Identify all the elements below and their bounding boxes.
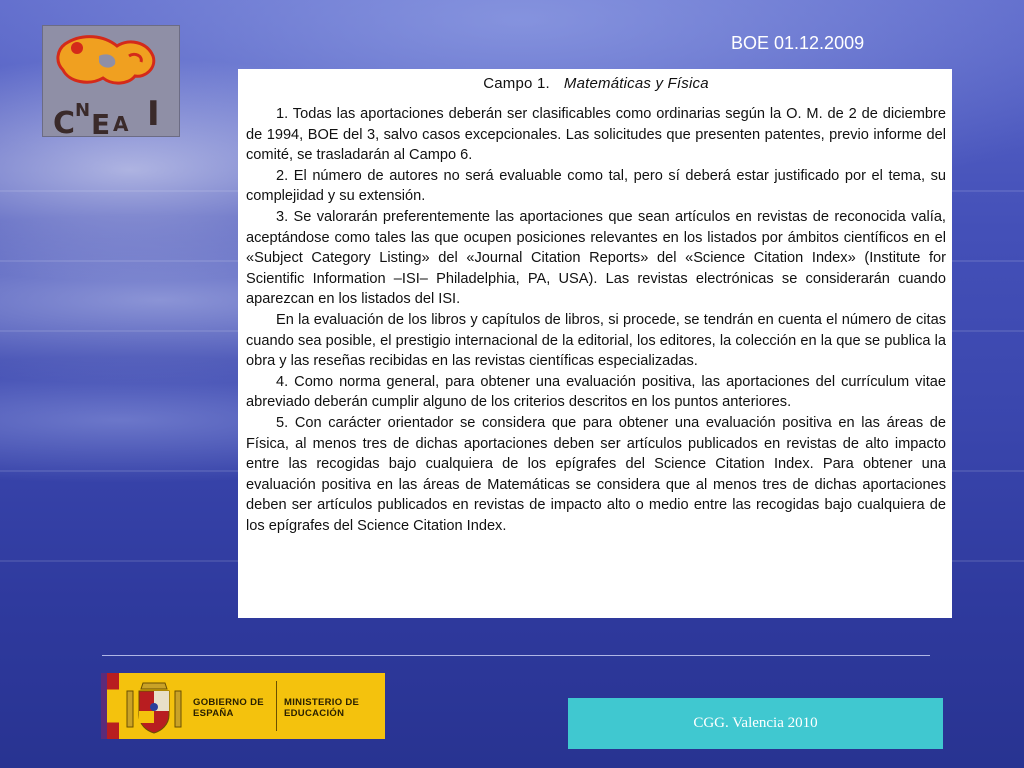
boe-date: BOE 01.12.2009 <box>731 33 865 53</box>
paragraph: 1. Todas las aportaciones deberán ser clasificables como ordinarias según la O. M. de 2 de diciembre de 1994, BOE del 3, salvo casos excepcionales. Las solicitudes que presenten patentes, previo informe del comité, se trasladarán al Campo 6. <box>246 106 946 164</box>
document-subtitle: Matemáticas y Física <box>563 75 709 92</box>
paragraph: 4. Como norma general, para obtener una evaluación positiva, las aportaciones del currículum vitae abreviado deberán cumplir alguno de los criterios descritos en los puntos anteriores. <box>246 373 946 411</box>
paragraph: 3. Se valorarán preferentemente las aportaciones que sean artículos en revistas de reconocida valía, aceptándose como tales las que ocupen posiciones relevantes en los listados por ámbitos científicos en el «Subject Category Listing» del «Journal Citation Reports» del «Science Citation Index» (Institute for Scientific Information –ISI– Philadelphia, PA, USA). Las revistas electrónicas se considerarán cuando aparezcan en los listados del ISI. <box>246 208 946 308</box>
gobierno-label: GOBIERNO DE ESPAÑA <box>193 697 264 719</box>
document-title: Campo 1. <box>483 75 550 92</box>
ministerio-label: MINISTERIO DE EDUCACIÓN <box>284 697 360 719</box>
coat-of-arms-icon <box>123 677 185 735</box>
cgg-label-box <box>568 698 943 749</box>
logo-letter: I <box>147 94 160 134</box>
logo-letter: N <box>75 100 91 121</box>
logo-divider <box>276 681 277 731</box>
paragraph: 2. El número de autores no será evaluable como tal, pero sí deberá estar justificado por el tema, su complejidad y su extensión. <box>246 167 946 205</box>
cgg-label: CGG. Valencia 2010 <box>693 715 818 731</box>
cneai-logo <box>42 25 180 141</box>
paragraph: 5. Con carácter orientador se considera que para obtener una evaluación positiva en las áreas de Física, al menos tres de dichas aportaciones deben ser artículos publicados en revistas de alto impacto entre las recogidas bajo cualquiera de los epígrafes del Science Citation Index. Para obtener una evaluación positiva en las áreas de Matemáticas se considera que al menos tres de dichas aportaciones deben ser artículos publicados en revistas de impacto alto o medio entre las recogidas bajo cualquiera de los epígrafes del Science Citation Index. <box>246 414 946 534</box>
document-title-line <box>246 75 946 92</box>
logo-letter: A <box>113 112 129 136</box>
logo-letter: C <box>53 106 76 141</box>
flag-border <box>101 673 107 739</box>
gobierno-logo <box>101 673 385 739</box>
footer-separator <box>102 655 930 656</box>
logo-letter: E <box>91 108 111 141</box>
document-excerpt <box>238 69 952 618</box>
paragraph: En la evaluación de los libros y capítulos de libros, si procede, se tendrán en cuenta el número de citas cuando sea posible, el prestigio internacional de la editorial, los editores, la colección en la que se publica la obra y las reseñas recibidas en las revistas científicas especializadas. <box>246 311 946 370</box>
